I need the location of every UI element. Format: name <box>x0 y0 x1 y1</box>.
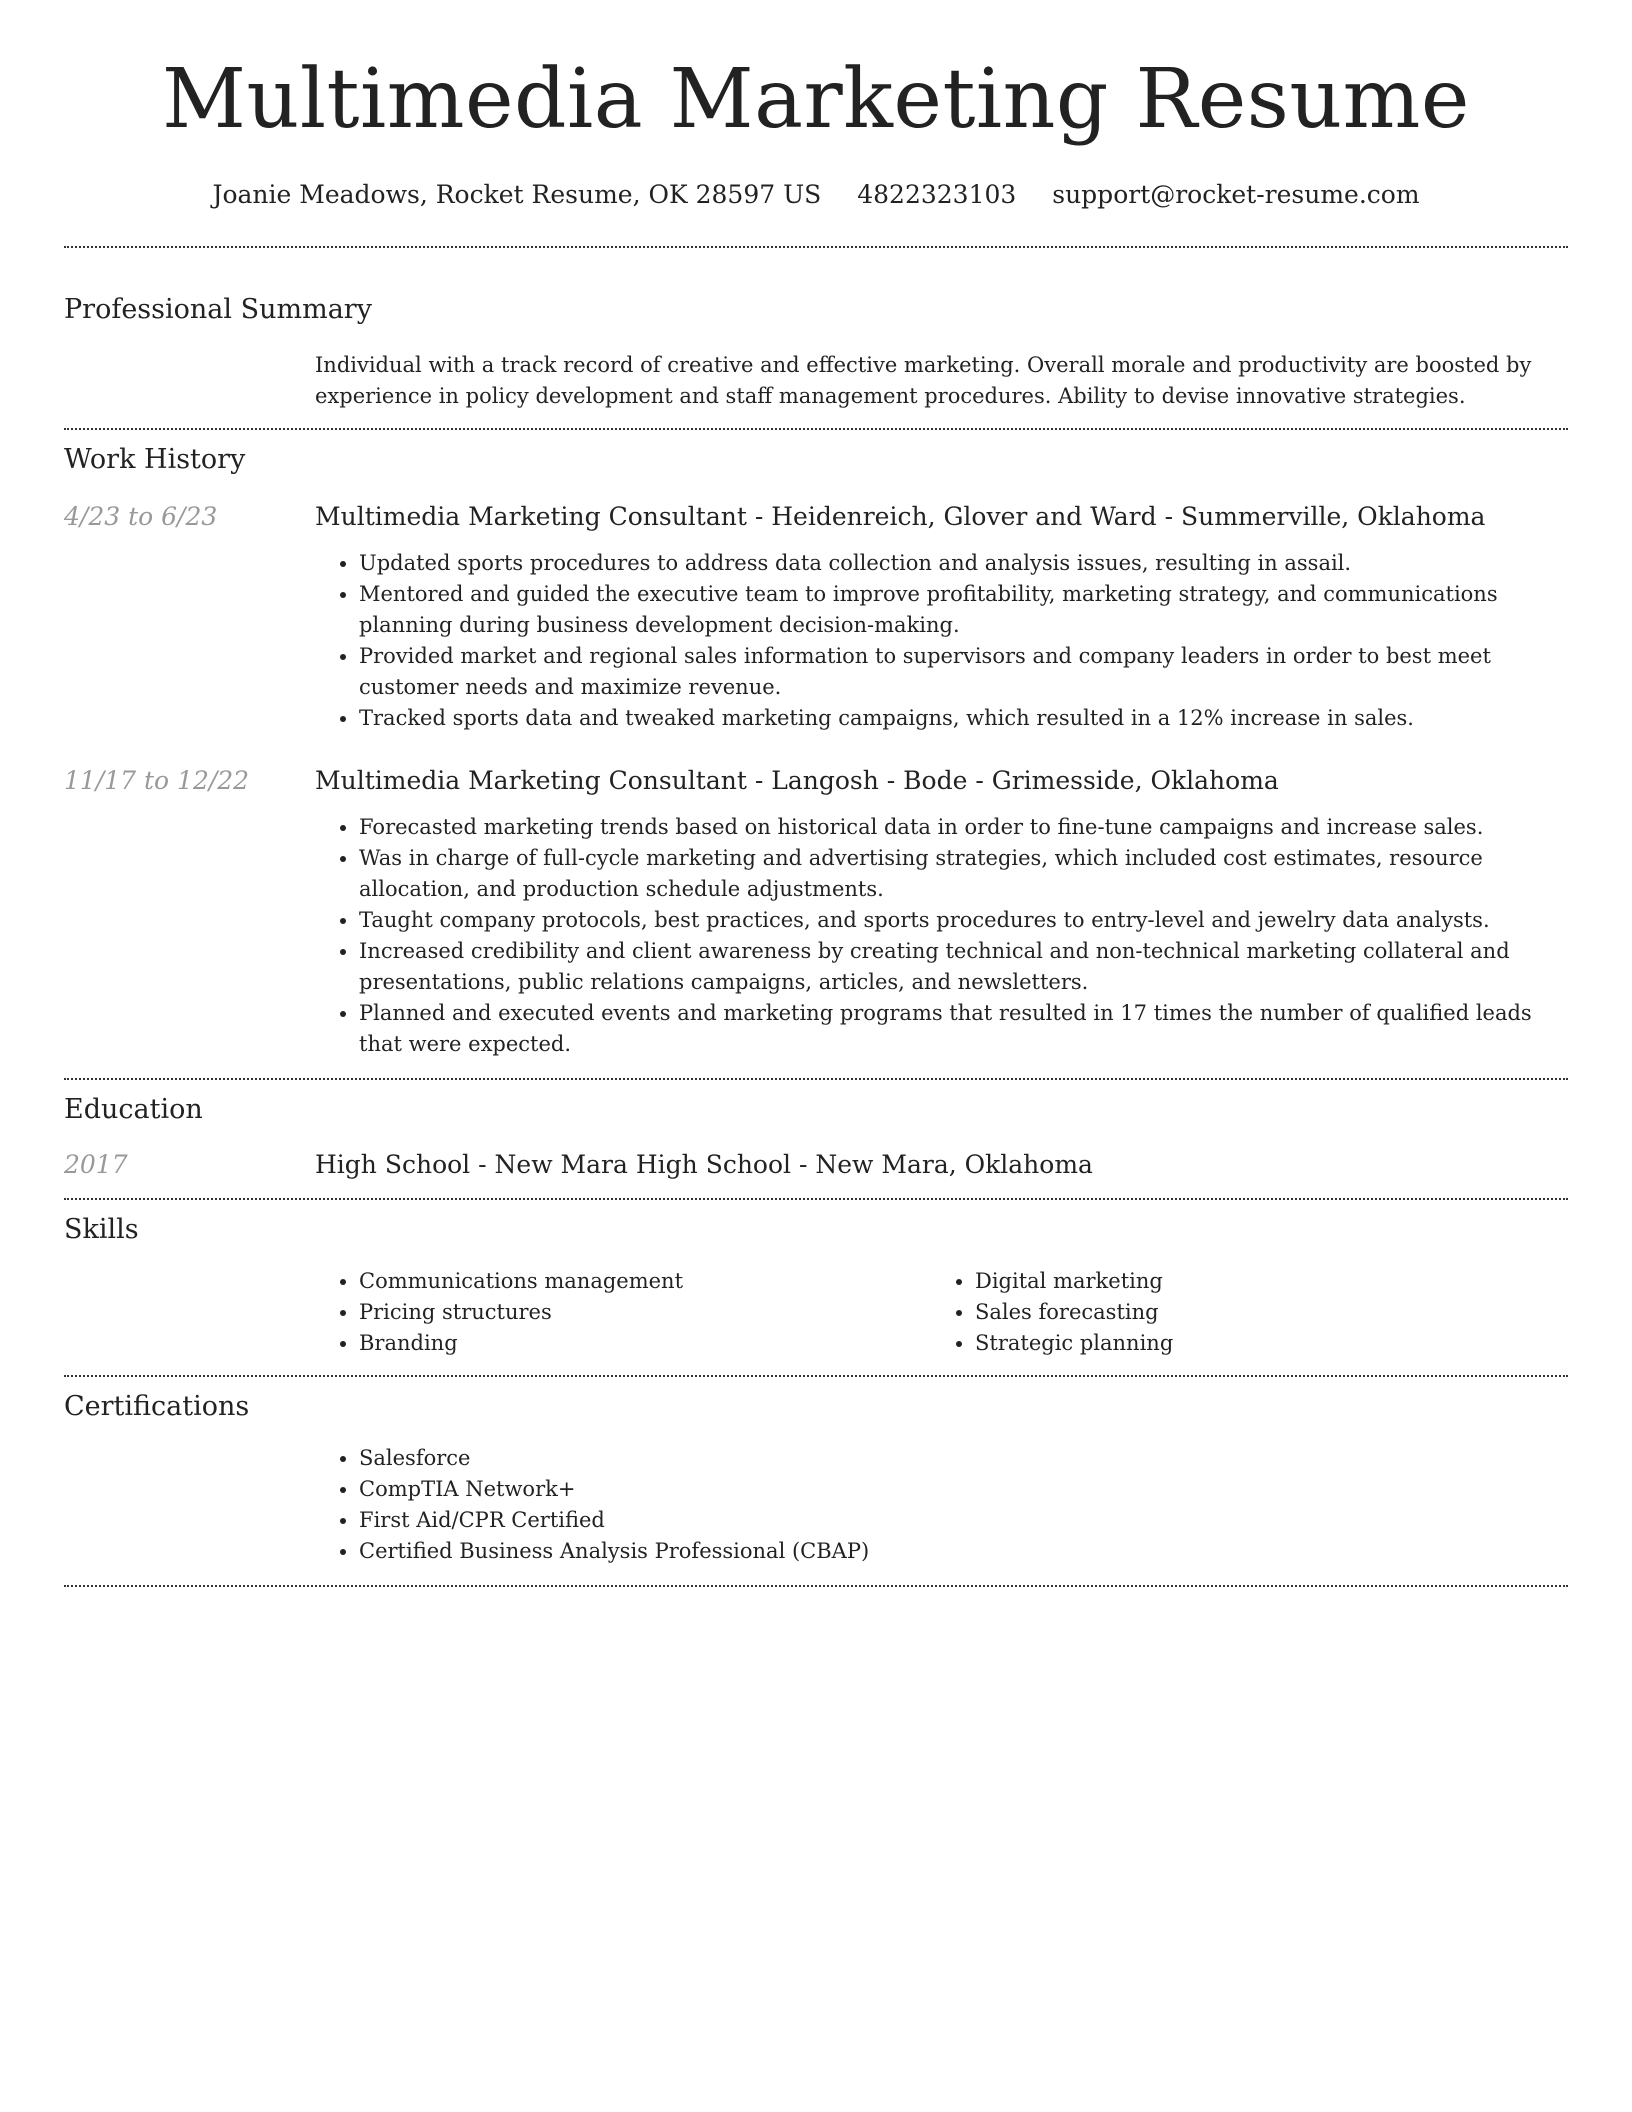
list-item: • Updated sports procedures to address data collection and analysis issues, resulting in assail. <box>359 548 1568 579</box>
divider <box>64 1585 1568 1587</box>
education-year: 2017 <box>64 1150 128 1179</box>
section-heading-summary: Professional Summary <box>64 294 372 325</box>
list-item: • Tracked sports data and tweaked marketing campaigns, which resulted in a 12% increase in sales. <box>359 703 1568 734</box>
list-item: • CompTIA Network+ <box>359 1474 1568 1505</box>
section-heading-certifications: Certifications <box>64 1391 250 1422</box>
job-heading <box>315 764 1568 798</box>
certifications-spacer <box>64 1443 315 1567</box>
job-bullets <box>315 548 1568 734</box>
job-details: - Langosh - Bode - Grimesside, Oklahoma <box>746 766 1279 795</box>
list-item: • First Aid/CPR Certified <box>359 1505 1568 1536</box>
contact-address: Joanie Meadows, Rocket Resume, OK 28597 US <box>212 180 822 209</box>
skills-grid <box>315 1266 1568 1359</box>
section-heading-skills: Skills <box>64 1214 139 1245</box>
contact-email: support@rocket-resume.com <box>1052 180 1420 209</box>
job-entry <box>64 764 1568 1060</box>
certifications-section <box>64 1377 1568 1585</box>
job-dates: 11/17 to 12/22 <box>64 766 250 795</box>
work-section <box>64 430 1568 1078</box>
list-item: • Provided market and regional sales information to supervisors and company leaders in order to best meet customer needs and maximize revenue. <box>359 641 1568 703</box>
list-item: • Certified Business Analysis Professional (CBAP) <box>359 1536 1568 1567</box>
skills-section <box>64 1200 1568 1375</box>
list-item: • Salesforce <box>359 1443 1568 1474</box>
list-item: • Mentored and guided the executive team to improve profitability, marketing strategy, and communications planning during business development decision-making. <box>359 579 1568 641</box>
skills-spacer <box>64 1266 315 1359</box>
education-details: - New Mara High School - New Mara, Oklahoma <box>470 1150 1093 1179</box>
list-item: • Taught company protocols, best practices, and sports procedures to entry-level and jewelry data analysts. <box>359 905 1568 936</box>
list-item: • Forecasted marketing trends based on historical data in order to fine-tune campaigns and increase sales. <box>359 812 1568 843</box>
summary-text: Individual with a track record of creative and effective marketing. Overall morale and productivity are boosted by experience in policy development and staff management procedures. Ability to devise innovative strategies. <box>315 353 1532 408</box>
resume-title: Multimedia Marketing Resume <box>162 52 1470 147</box>
list-item: • Branding <box>359 1328 931 1359</box>
summary-spacer <box>64 350 315 412</box>
contact-phone: 4822323103 <box>857 180 1017 209</box>
job-heading <box>315 500 1568 534</box>
skills-list-left <box>315 1266 931 1359</box>
section-heading-work: Work History <box>64 444 246 475</box>
list-item: • Sales forecasting <box>975 1297 1547 1328</box>
list-item: • Digital marketing <box>975 1266 1547 1297</box>
job-details: - Heidenreich, Glover and Ward - Summerville, Oklahoma <box>746 502 1486 531</box>
list-item: • Increased credibility and client awareness by creating technical and non-technical marketing collateral and presentations, public relations campaigns, articles, and newsletters. <box>359 936 1568 998</box>
education-section <box>64 1080 1568 1198</box>
job-title: Multimedia Marketing Consultant <box>315 766 747 795</box>
skills-list-right <box>931 1266 1547 1359</box>
job-entry <box>64 500 1568 734</box>
list-item: • Was in charge of full-cycle marketing and advertising strategies, which included cost estimates, resource allocation, and production schedule adjustments. <box>359 843 1568 905</box>
job-dates: 4/23 to 6/23 <box>64 502 218 531</box>
certifications-list <box>315 1443 1568 1567</box>
education-heading <box>315 1148 1568 1182</box>
education-degree: High School <box>315 1150 471 1179</box>
job-title: Multimedia Marketing Consultant <box>315 502 747 531</box>
list-item: • Planned and executed events and marketing programs that resulted in 17 times the number of qualified leads that were expected. <box>359 998 1568 1060</box>
contact-line <box>64 178 1568 212</box>
list-item: • Communications management <box>359 1266 931 1297</box>
section-heading-education: Education <box>64 1094 203 1125</box>
job-bullets <box>315 812 1568 1060</box>
list-item: • Strategic planning <box>975 1328 1547 1359</box>
list-item: • Pricing structures <box>359 1297 931 1328</box>
summary-section <box>64 248 1568 428</box>
